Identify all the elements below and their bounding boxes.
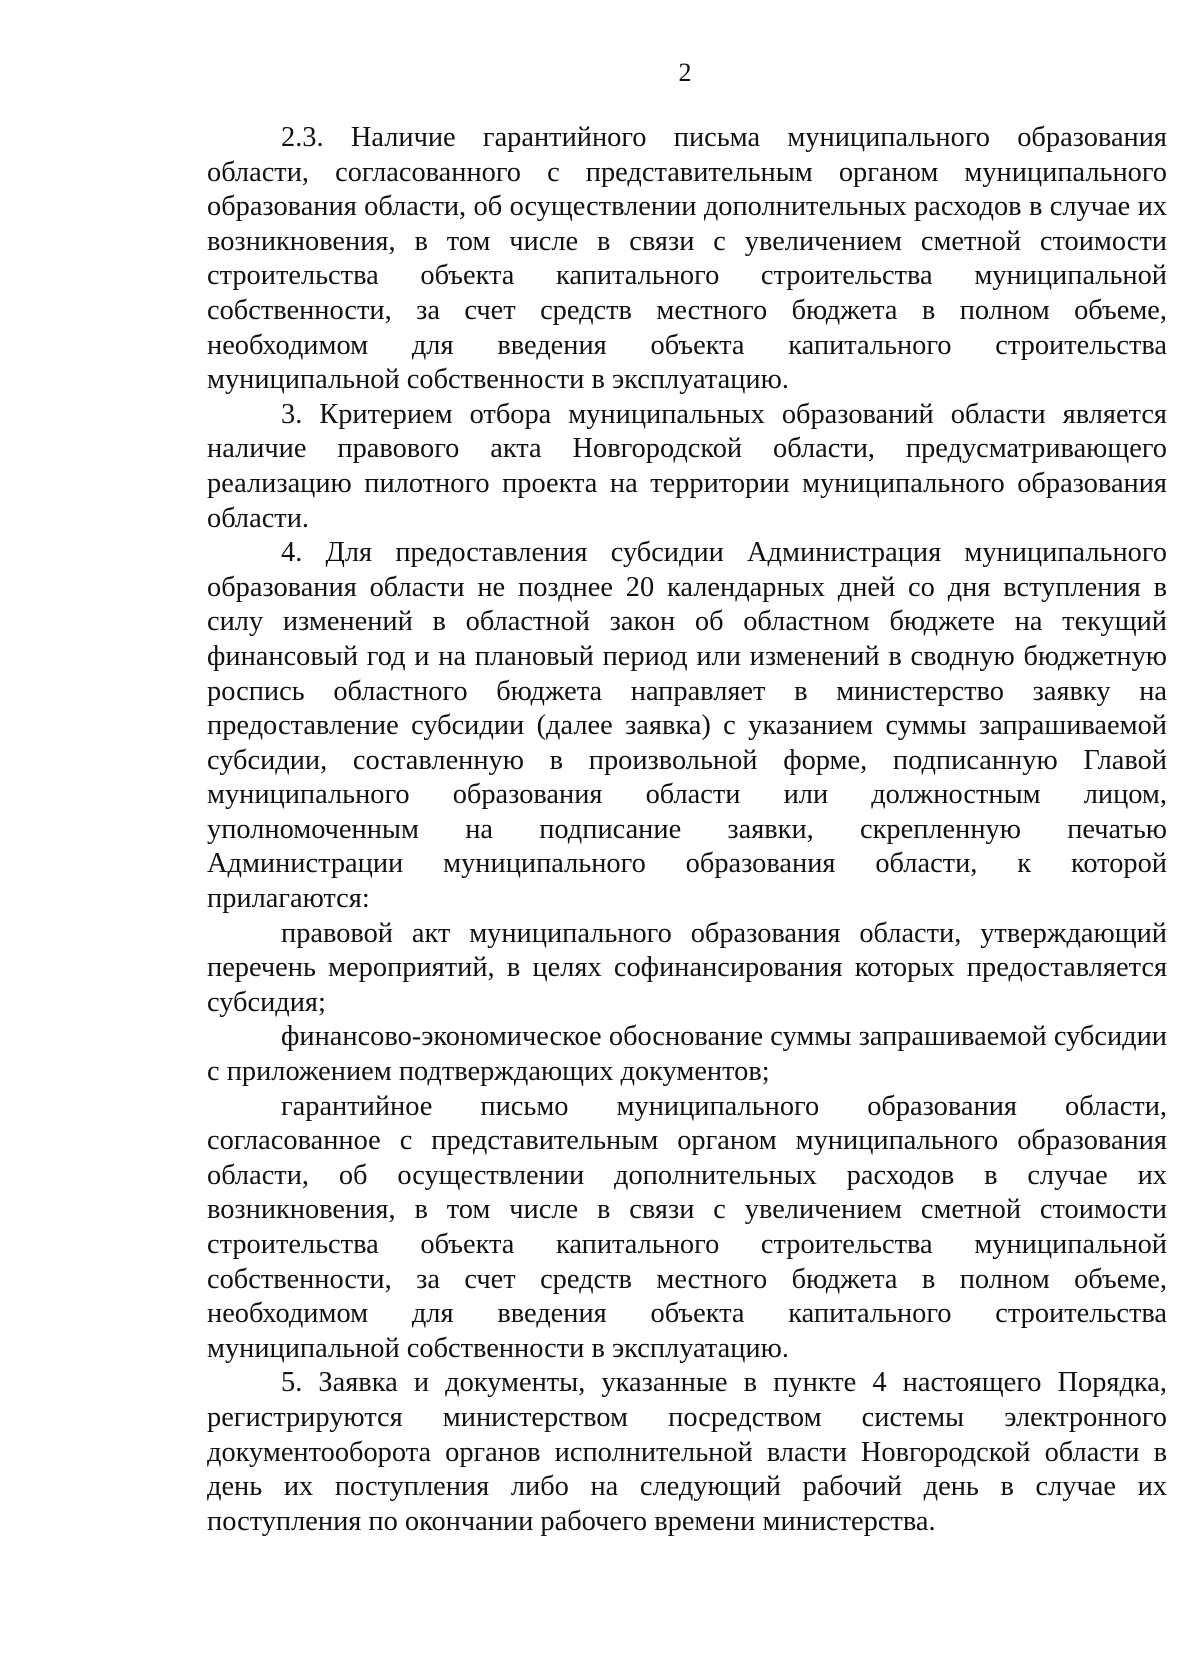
- attachment-legal-act: правовой акт муниципального образования области, утверждающий перечень мероприятий, в целях софинансирования которых предоставляется субсидия;: [207, 917, 1167, 1018]
- paragraph-2-3: 2.3. Наличие гарантийного письма муниципального образования области, согласованного с представительным органом муниципального образования области, об осуществлении дополнительных расходов в случае их возникновения, в том числе в связи с увеличением сметной стоимости строительства объекта капитального строительства муниципальной собственности, за счет средств местного бюджета в полном объеме, необходимом для введения объекта капитального строительства муниципальной собственности в эксплуатацию.: [207, 122, 1167, 396]
- attachment-economic-justification: финансово-экономическое обоснование суммы запрашиваемой субсидии с приложением подтверждающих документов;: [207, 1021, 1167, 1088]
- document-body: [207, 121, 1167, 1539]
- paragraph-5: 5. Заявка и документы, указанные в пункте 4 настоящего Порядка, регистрируются министерством посредством системы электронного документооборота органов исполнительной власти Новгородской области в день их поступления либо на следующий рабочий день в случае их поступления по окончании рабочего времени министерства.: [207, 1367, 1167, 1537]
- attachment-guarantee-letter: гарантийное письмо муниципального образования области, согласованное с представительным органом муниципального образования области, об осуществлении дополнительных расходов в случае их возникновения, в том числе в связи с увеличением сметной стоимости строительства объекта капитального строительства муниципальной собственности, за счет средств местного бюджета в полном объеме, необходимом для введения объекта капитального строительства муниципальной собственности в эксплуатацию.: [207, 1090, 1167, 1364]
- page-number: 2: [678, 58, 692, 87]
- paragraph-4: 4. Для предоставления субсидии Администрация муниципального образования области не позднее 20 календарных дней со дня вступления в силу изменений в областной закон об областном бюджете на текущий финансовый год и на плановый период или изменений в сводную бюджетную роспись областного бюджета направляет в министерство заявку на предоставление субсидии (далее заявка) с указанием суммы запрашиваемой субсидии, составленную в произвольной форме, подписанную Главой муниципального образования области или должностным лицом, уполномоченным на подписание заявки, скрепленную печатью Администрации муниципального образования области, к которой прилагаются:: [207, 537, 1167, 915]
- paragraph-3: 3. Критерием отбора муниципальных образований области является наличие правового акта Новгородской области, предусматривающего реализацию пилотного проекта на территории муниципального образования области.: [207, 398, 1167, 534]
